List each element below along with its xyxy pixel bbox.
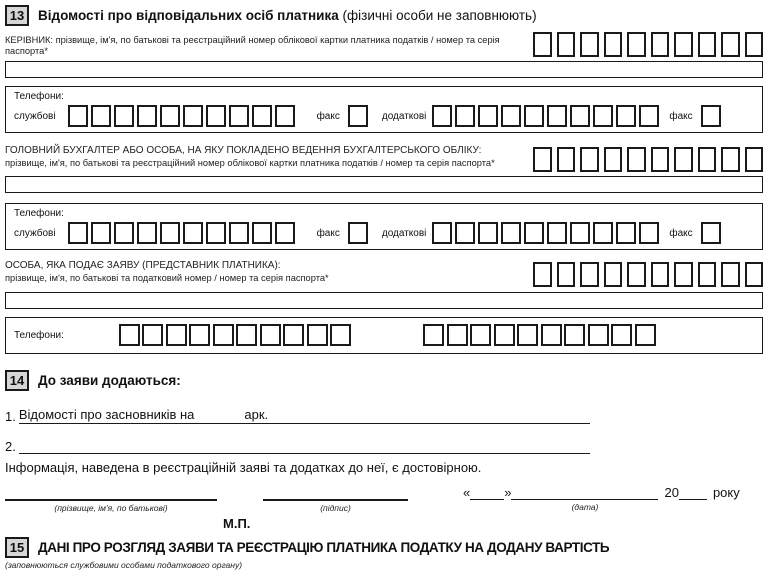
phones-title: Телефони: xyxy=(14,91,64,102)
digit-cell[interactable] xyxy=(478,222,498,244)
kerivnyk-label: КЕРІВНИК: прізвище, ім'я, по батькові та реєстраційний номер облікової картки платника податків / номер та серія паспорта* xyxy=(5,35,500,56)
digit-cell[interactable] xyxy=(651,262,670,287)
digit-cell[interactable] xyxy=(604,262,623,287)
date-quote-close: » xyxy=(504,485,512,500)
digit-cell[interactable] xyxy=(701,105,721,127)
kerivnyk-name-field[interactable] xyxy=(5,61,763,78)
section-15-header xyxy=(5,537,763,558)
kerivnyk-taxnumber-cells xyxy=(533,32,763,57)
digit-cell[interactable] xyxy=(564,324,585,346)
digit-cell[interactable] xyxy=(68,222,88,244)
accountant-name-field[interactable] xyxy=(5,176,763,193)
accountant-labels xyxy=(5,145,495,169)
digit-cell[interactable] xyxy=(137,105,157,127)
digit-cell[interactable] xyxy=(236,324,257,346)
item1-underlined-area[interactable] xyxy=(19,407,590,424)
digit-cell[interactable] xyxy=(616,105,636,127)
item2-number: 2. xyxy=(5,439,16,454)
digit-cell[interactable] xyxy=(307,324,328,346)
date-month-block xyxy=(511,485,658,512)
fax4-label: факс xyxy=(669,227,693,239)
date-caption: (дата) xyxy=(571,502,599,512)
digit-cell[interactable] xyxy=(541,324,562,346)
signature-row xyxy=(5,485,763,513)
additional-phones2-label: додаткові xyxy=(381,227,427,239)
phones2-row xyxy=(14,222,754,244)
digit-cell[interactable] xyxy=(580,147,599,172)
signature-block xyxy=(263,485,408,513)
additional-phone2-cells xyxy=(432,222,659,244)
digit-cell[interactable] xyxy=(639,105,659,127)
year-prefix: 20 xyxy=(664,485,679,500)
date-month-blank[interactable] xyxy=(511,485,658,500)
digit-cell[interactable] xyxy=(91,222,111,244)
digit-cell[interactable] xyxy=(119,324,140,346)
applicant-labels xyxy=(5,260,329,284)
section-13-title xyxy=(38,8,537,23)
fax-cell xyxy=(348,105,368,127)
digit-cell[interactable] xyxy=(674,147,693,172)
digit-cell[interactable] xyxy=(432,222,452,244)
stamp-placeholder: М.П. xyxy=(223,516,251,531)
date-block xyxy=(463,485,740,512)
digit-cell[interactable] xyxy=(348,222,368,244)
digit-cell[interactable] xyxy=(674,32,693,57)
phone3-group1-cells xyxy=(119,324,352,346)
digit-cell[interactable] xyxy=(494,324,515,346)
digit-cell[interactable] xyxy=(635,324,656,346)
section-13-number: 13 xyxy=(5,5,29,26)
digit-cell[interactable] xyxy=(183,222,203,244)
kerivnyk-row xyxy=(5,32,763,57)
accountant-phones-box xyxy=(5,203,763,250)
applicant-taxnumber-cells xyxy=(533,262,763,287)
digit-cell[interactable] xyxy=(627,32,646,57)
phones3-row xyxy=(14,322,754,348)
digit-cell[interactable] xyxy=(447,324,468,346)
phones-row xyxy=(14,105,754,127)
digit-cell[interactable] xyxy=(114,222,134,244)
digit-cell[interactable] xyxy=(557,262,576,287)
work-phone2-cells xyxy=(68,222,295,244)
fax3-cell xyxy=(348,222,368,244)
digit-cell[interactable] xyxy=(627,147,646,172)
section-15-note: (заповнюються службовими особами податкового органу) xyxy=(5,560,243,570)
digit-cell[interactable] xyxy=(206,105,226,127)
additional-phones-label: додаткові xyxy=(381,110,427,122)
digit-cell[interactable] xyxy=(432,105,452,127)
digit-cell[interactable] xyxy=(252,222,272,244)
digit-cell[interactable] xyxy=(275,222,295,244)
date-quote-open: « xyxy=(463,485,471,500)
signatory-name-line[interactable] xyxy=(5,485,217,501)
digit-cell[interactable] xyxy=(547,222,567,244)
signatory-name-block xyxy=(5,485,217,513)
signatory-name-caption: (прізвище, ім'я, по батькові) xyxy=(54,503,168,513)
section-13-title-text: Відомості про відповідальних осіб платника xyxy=(38,8,339,23)
fax2-label: факс xyxy=(669,110,693,122)
digit-cell[interactable] xyxy=(533,147,552,172)
year-suffix: року xyxy=(712,485,740,500)
item1-unit: арк. xyxy=(244,407,269,422)
digit-cell[interactable] xyxy=(639,222,659,244)
digit-cell[interactable] xyxy=(580,262,599,287)
signature-line[interactable] xyxy=(263,485,408,501)
digit-cell[interactable] xyxy=(698,262,717,287)
accountant-label-line1: ГОЛОВНИЙ БУХГАЛТЕР АБО ОСОБА, НА ЯКУ ПОКЛАДЕНО ВЕДЕННЯ БУХГАЛТЕРСЬКОГО ОБЛІКУ: xyxy=(5,145,482,156)
digit-cell[interactable] xyxy=(524,105,544,127)
additional-phone-cells xyxy=(432,105,659,127)
digit-cell[interactable] xyxy=(229,105,249,127)
applicant-phones-box xyxy=(5,317,763,354)
digit-cell[interactable] xyxy=(611,324,632,346)
phones2-title: Телефони: xyxy=(14,208,64,219)
confirmation-statement: Інформація, наведена в реєстраційній заяві та додатках до неї, є достовірною. xyxy=(5,460,482,475)
applicant-label-line2: прізвище, ім'я, по батькові та податковий номер / номер та серія паспорта* xyxy=(5,272,329,283)
digit-cell[interactable] xyxy=(570,105,590,127)
digit-cell[interactable] xyxy=(557,32,576,57)
digit-cell[interactable] xyxy=(478,105,498,127)
section-14-header xyxy=(5,370,763,391)
digit-cell[interactable] xyxy=(721,32,740,57)
digit-cell[interactable] xyxy=(570,222,590,244)
section-14-number: 14 xyxy=(5,370,29,391)
digit-cell[interactable] xyxy=(533,262,552,287)
digit-cell[interactable] xyxy=(330,324,351,346)
digit-cell[interactable] xyxy=(283,324,304,346)
year-blank[interactable] xyxy=(679,485,707,500)
digit-cell[interactable] xyxy=(252,105,272,127)
phones3-title: Телефони: xyxy=(14,329,64,341)
digit-cell[interactable] xyxy=(68,105,88,127)
section-15-number: 15 xyxy=(5,537,29,558)
section-13-header xyxy=(5,5,763,26)
digit-cell[interactable] xyxy=(348,105,368,127)
digit-cell[interactable] xyxy=(183,105,203,127)
applicant-row xyxy=(5,260,763,287)
digit-cell[interactable] xyxy=(547,105,567,127)
digit-cell[interactable] xyxy=(721,262,740,287)
digit-cell[interactable] xyxy=(698,147,717,172)
digit-cell[interactable] xyxy=(745,32,764,57)
digit-cell[interactable] xyxy=(651,147,670,172)
digit-cell[interactable] xyxy=(593,222,613,244)
work-phones2-label: службові xyxy=(14,227,56,239)
digit-cell[interactable] xyxy=(593,105,613,127)
digit-cell[interactable] xyxy=(745,262,764,287)
item1-text: Відомості про засновників на xyxy=(18,407,195,422)
item1-number: 1. xyxy=(5,409,16,424)
digit-cell[interactable] xyxy=(91,105,111,127)
digit-cell[interactable] xyxy=(701,222,721,244)
item2-blank-line[interactable] xyxy=(19,438,590,454)
digit-cell[interactable] xyxy=(260,324,281,346)
attachment-item-1 xyxy=(5,407,590,424)
digit-cell[interactable] xyxy=(501,105,521,127)
fax3-label: факс xyxy=(316,227,340,239)
attachment-item-2 xyxy=(5,438,590,454)
digit-cell[interactable] xyxy=(745,147,764,172)
kerivnyk-phones-box xyxy=(5,86,763,133)
section-15-title: ДАНІ ПРО РОЗГЛЯД ЗАЯВИ ТА РЕЄСТРАЦІЮ ПЛАТНИКА ПОДАТКУ НА ДОДАНУ ВАРТІСТЬ xyxy=(38,540,610,555)
digit-cell[interactable] xyxy=(588,324,609,346)
phone3-group2-cells xyxy=(423,324,656,346)
digit-cell[interactable] xyxy=(604,147,623,172)
digit-cell[interactable] xyxy=(616,222,636,244)
accountant-row xyxy=(5,145,763,172)
digit-cell[interactable] xyxy=(533,32,552,57)
fax4-cell xyxy=(701,222,721,244)
digit-cell[interactable] xyxy=(114,105,134,127)
digit-cell[interactable] xyxy=(160,222,180,244)
digit-cell[interactable] xyxy=(524,222,544,244)
digit-cell[interactable] xyxy=(137,222,157,244)
digit-cell[interactable] xyxy=(166,324,187,346)
digit-cell[interactable] xyxy=(213,324,234,346)
digit-cell[interactable] xyxy=(604,32,623,57)
digit-cell[interactable] xyxy=(627,262,646,287)
digit-cell[interactable] xyxy=(470,324,491,346)
digit-cell[interactable] xyxy=(674,262,693,287)
digit-cell[interactable] xyxy=(517,324,538,346)
digit-cell[interactable] xyxy=(189,324,210,346)
digit-cell[interactable] xyxy=(142,324,163,346)
fax-label: факс xyxy=(316,110,340,122)
digit-cell[interactable] xyxy=(698,32,717,57)
section-13-title-note: (фізичні особи не заповнюють) xyxy=(342,8,537,23)
accountant-taxnumber-cells xyxy=(533,147,763,172)
digit-cell[interactable] xyxy=(206,222,226,244)
applicant-name-field[interactable] xyxy=(5,292,763,309)
applicant-label-line1: ОСОБА, ЯКА ПОДАЄ ЗАЯВУ (ПРЕДСТАВНИК ПЛАТНИКА): xyxy=(5,260,281,271)
signature-caption: (підпис) xyxy=(320,503,351,513)
digit-cell[interactable] xyxy=(160,105,180,127)
digit-cell[interactable] xyxy=(455,222,475,244)
work-phone-cells xyxy=(68,105,295,127)
digit-cell[interactable] xyxy=(580,32,599,57)
digit-cell[interactable] xyxy=(455,105,475,127)
digit-cell[interactable] xyxy=(557,147,576,172)
digit-cell[interactable] xyxy=(651,32,670,57)
work-phones-label: службові xyxy=(14,110,56,122)
digit-cell[interactable] xyxy=(423,324,444,346)
fax2-cell xyxy=(701,105,721,127)
digit-cell[interactable] xyxy=(229,222,249,244)
digit-cell[interactable] xyxy=(721,147,740,172)
section-14-title: До заяви додаються: xyxy=(38,373,181,388)
digit-cell[interactable] xyxy=(275,105,295,127)
digit-cell[interactable] xyxy=(501,222,521,244)
date-day-blank[interactable] xyxy=(470,485,504,500)
accountant-label-line2: прізвище, ім'я, по батькові та реєстраційний номер облікової картки платника податків / номер та серія паспорта* xyxy=(5,157,495,168)
